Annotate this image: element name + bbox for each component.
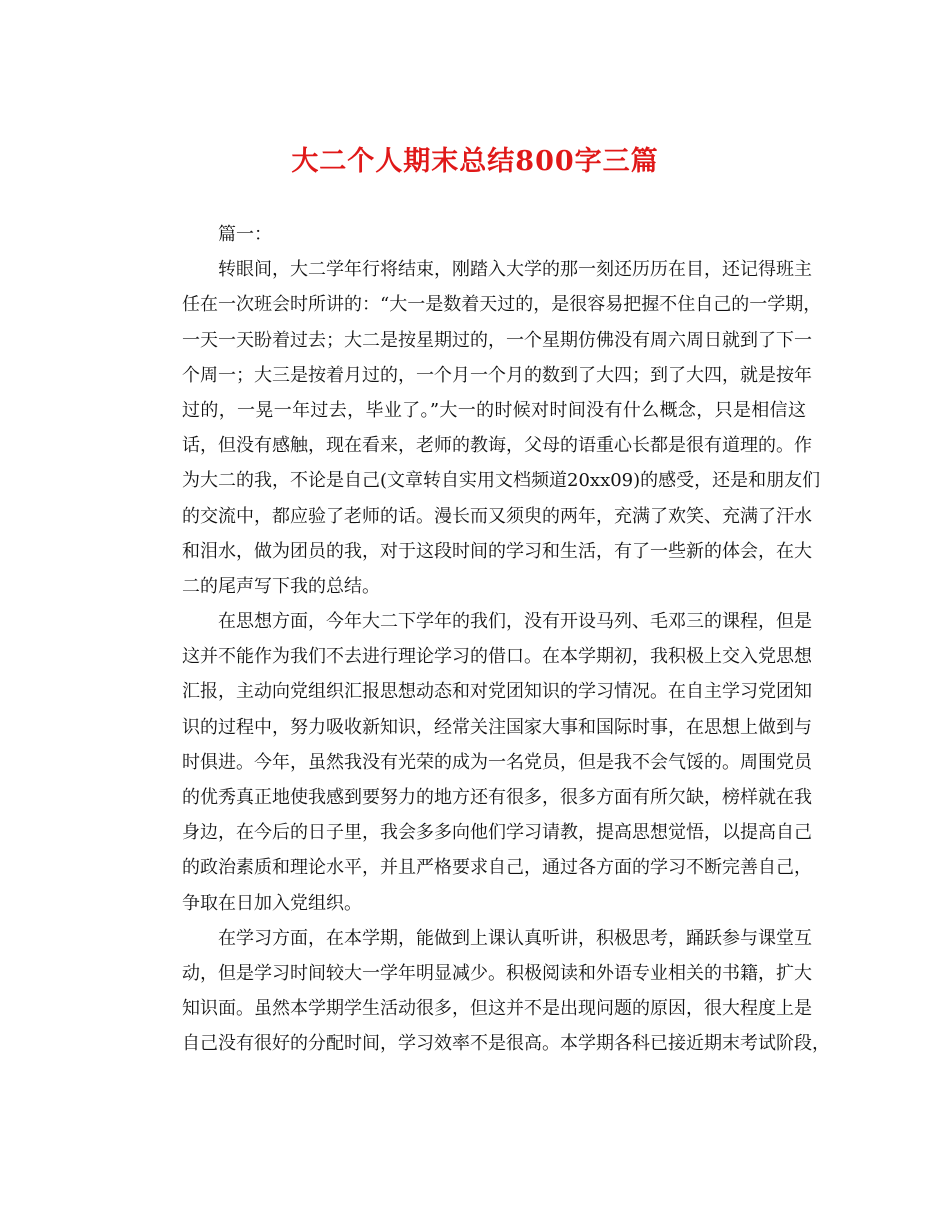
- paragraph-line: 和泪水，做为团员的我，对于这段时间的学习和生活，有了一些新的体会，在大: [182, 540, 812, 562]
- paragraph-line: 动，但是学习时间较大一学年明显减少。积极阅读和外语专业相关的书籍，扩大: [182, 962, 812, 984]
- document-title: 大二个人期末总结800字三篇: [291, 146, 659, 177]
- paragraph-line: 的交流中，都应验了老师的话。漫长而又须臾的两年，充满了欢笑、充满了汗水: [182, 505, 812, 527]
- paragraph-line: 识的过程中，努力吸收新知识，经常关注国家大事和国际时事，在思想上做到与: [182, 716, 812, 738]
- paragraph-line: 自己没有很好的分配时间，学习效率不是很高。本学期各科已接近期末考试阶段，: [182, 1033, 830, 1055]
- document-body: [146, 217, 830, 1062]
- paragraph-line: 任在一次班会时所讲的：“大一是数着天过的，是很容易把握不住自己的一学期，: [182, 294, 822, 316]
- section-label-text: 篇一：: [218, 224, 272, 245]
- paragraph-1: [146, 252, 822, 604]
- paragraph-line: 这并不能作为我们不去进行理论学习的借口。在本学期初，我积极上交入党思想: [182, 646, 812, 668]
- section-label: [146, 217, 806, 252]
- paragraph-line: 一天一天盼着过去；大二是按星期过的，一个星期仿佛没有周六周日就到了下一: [182, 329, 812, 351]
- paragraph-line: 汇报，主动向党组织汇报思想动态和对党团知识的学习情况。在自主学习党团知: [182, 681, 812, 703]
- paragraph-line: 为大二的我，不论是自己(文章转自实用文档频道20xx09)的感受，还是和朋友们: [182, 470, 821, 492]
- paragraph-line: 身边，在今后的日子里，我会多多向他们学习请教，提高思想觉悟，以提高自己: [182, 822, 812, 844]
- paragraph-line: 转眼间，大二学年行将结束，刚踏入大学的那一刻还历历在目，还记得班主: [218, 259, 812, 281]
- paragraph-line: 话，但没有感触，现在看来，老师的教诲，父母的语重心长都是很有道理的。作: [182, 435, 812, 457]
- paragraph-line: 时俱进。今年，虽然我没有光荣的成为一名党员，但是我不会气馁的。周围党员: [182, 751, 812, 773]
- paragraph-line: 的政治素质和理论水平，并且严格要求自己，通过各方面的学习不断完善自己，: [182, 857, 812, 879]
- paragraph-line: 在学习方面，在本学期，能做到上课认真听讲，积极思考，踊跃参与课堂互: [218, 927, 812, 949]
- paragraph-3: [146, 921, 830, 1062]
- paragraph-line: 在思想方面，今年大二下学年的我们，没有开设马列、毛邓三的课程，但是: [218, 611, 812, 633]
- paragraph-line: 知识面。虽然本学期学生活动很多，但这并不是出现问题的原因，很大程度上是: [182, 998, 812, 1020]
- paragraph-line: 个周一；大三是按着月过的，一个月一个月的数到了大四；到了大四，就是按年: [182, 364, 812, 386]
- paragraph-line: 争取在日加入党组织。: [182, 892, 362, 914]
- paragraph-line: 的优秀真正地使我感到要努力的地方还有很多，很多方面有所欠缺，榜样就在我: [182, 787, 812, 808]
- paragraph-line: 二的尾声写下我的总结。: [182, 575, 380, 597]
- paragraph-2: [146, 604, 812, 921]
- paragraph-line: 过的，一晃一年过去，毕业了。”大一的时候对时间没有什么概念，只是相信这: [182, 399, 806, 421]
